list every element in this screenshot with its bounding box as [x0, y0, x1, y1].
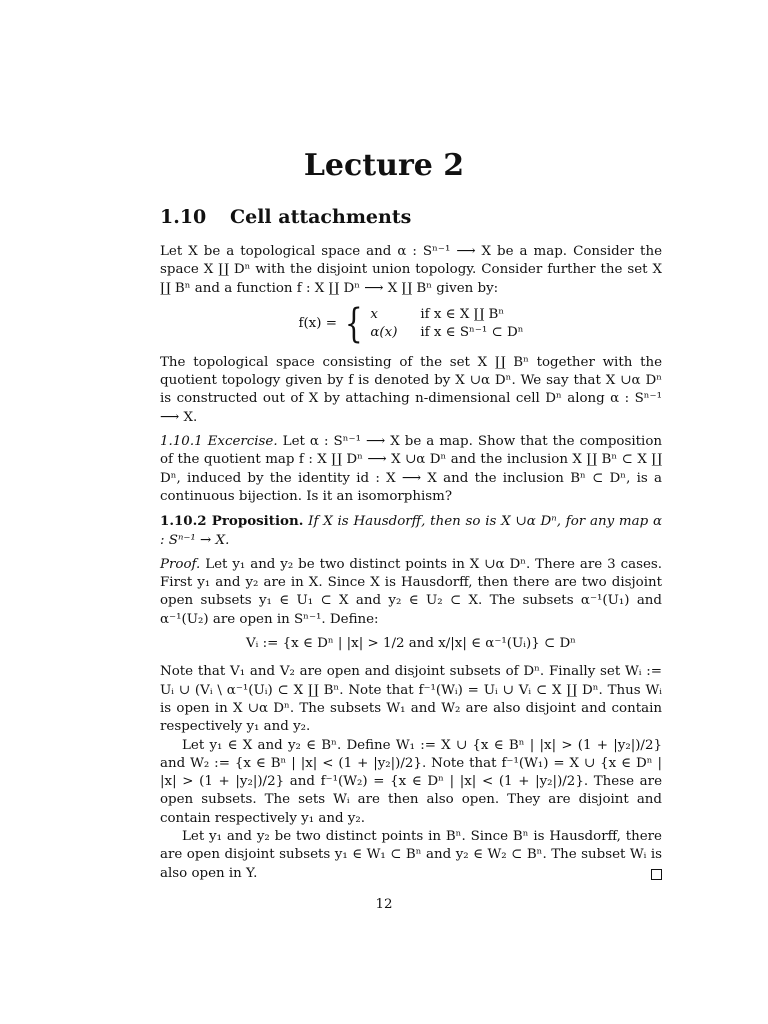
case2-condition: if x ∈ Sⁿ⁻¹ ⊂ Dⁿ [420, 324, 524, 340]
exercise-text: Let α : Sⁿ⁻¹ ⟶ X be a map. Show that the composition of the quotient map f : X ∐ Dⁿ ⟶ X ∪α Dⁿ and the inclusion X ∐ Bⁿ ⊂ X ∐ Dⁿ, induced by the identity id : X ⟶ X and the inclusion Bⁿ ⊂ Dⁿ, is a continuous bijection. Is it an isomorphism? [160, 434, 663, 504]
qed-square-icon [651, 869, 662, 880]
case1-condition: if x ∈ X ∐ Bⁿ [420, 306, 505, 322]
body-text [160, 243, 662, 883]
proof-text-4: Let y₁ and y₂ be two distinct points in Bⁿ. Since Bⁿ is Hausdorff, there are open disjoint subsets y₁ ∈ W₁ ⊂ Bⁿ and y₂ ∈ W₂ ⊂ Bⁿ. The subset Wᵢ is also open in Y. [160, 829, 662, 881]
left-brace: { [344, 300, 363, 347]
proof-paragraph-2: Note that V₁ and V₂ are open and disjoint subsets of Dⁿ. Finally set Wᵢ := Uᵢ ∪ (Vᵢ \ α⁻¹(Uᵢ) ⊂ X ∐ Bⁿ. Note that f⁻¹(Wᵢ) = Uᵢ ∪ Vᵢ ⊂ X ∐ Dⁿ. Thus Wᵢ is open in X ∪α Dⁿ. The subsets W₁ and W₂ are also disjoint and contain respectively y₁ and y₂. [160, 664, 662, 735]
lecture-title: Lecture 2 [303, 148, 465, 183]
exercise [160, 433, 662, 506]
case-row-2 [370, 324, 523, 342]
section-heading [160, 206, 411, 228]
quotient-paragraph: The topological space consisting of the set X ∐ Bⁿ together with the quotient topology given by f is denoted by X ∪α Dⁿ. We say that X ∪α Dⁿ is constructed out of X by attaching n-dimensional cell Dⁿ along α : Sⁿ⁻¹ ⟶ X. [160, 354, 662, 425]
exercise-label: 1.10.1 Excercise. [160, 434, 278, 450]
case1-value: x [370, 306, 378, 322]
case-row-1 [370, 306, 523, 324]
definition-lhs: f(x) = [298, 315, 337, 331]
function-definition [160, 300, 662, 347]
proof-display-equation: Vᵢ := {x ∈ Dⁿ | |x| > 1/2 and x/|x| ∈ α⁻¹(Uᵢ)} ⊂ Dⁿ [246, 636, 576, 652]
proposition-label: 1.10.2 Proposition. [160, 513, 304, 530]
section-number: 1.10 [160, 206, 207, 228]
case2-value: α(x) [370, 324, 398, 340]
section-title: Cell attachments [230, 206, 412, 228]
intro-paragraph: Let X be a topological space and α : Sⁿ⁻¹ ⟶ X be a map. Consider the space X ∐ Dⁿ with the disjoint union topology. Consider further the set X ∐ Bⁿ and a function f : X ∐ Dⁿ ⟶ X ∐ Bⁿ given by: [160, 244, 662, 296]
proposition [160, 512, 662, 550]
proof-label: Proof. [160, 556, 201, 572]
proposition-text: If X is Hausdorff, then so is X ∪α Dⁿ, for any map α : Sⁿ⁻¹ → X. [160, 514, 662, 548]
proof-paragraph-3: Let y₁ ∈ X and y₂ ∈ Bⁿ. Define W₁ := X ∪ {x ∈ Bⁿ | |x| > (1 + |y₂|)/2} and W₂ := {x ∈ Bⁿ | |x| < (1 + |y₂|)/2}. Note that f⁻¹(W₁) = X ∪ {x ∈ Dⁿ | |x| > (1 + |y₂|)/2} and f⁻¹(W₂) = {x ∈ Dⁿ | |x| < (1 + |y₂|)/2}. These are open subsets. The sets Wᵢ are then also open. They are disjoint and contain respectively y₁ and y₂. [160, 737, 662, 826]
proof-paragraph-1 [160, 556, 662, 629]
proof-paragraph-4 [160, 828, 662, 883]
page-number: 12 [375, 897, 393, 912]
proof-text-1: Let y₁ and y₂ be two distinct points in X ∪α Dⁿ. There are 3 cases. First y₁ and y₂ are in X. Since X is Hausdorff, then there are two disjoint open subsets y₁ ∈ U₁ ⊂ X and y₂ ∈ U₂ ⊂ X. The subsets α⁻¹(U₁) and α⁻¹(U₂) are open in Sⁿ⁻¹. Define: [160, 556, 662, 627]
